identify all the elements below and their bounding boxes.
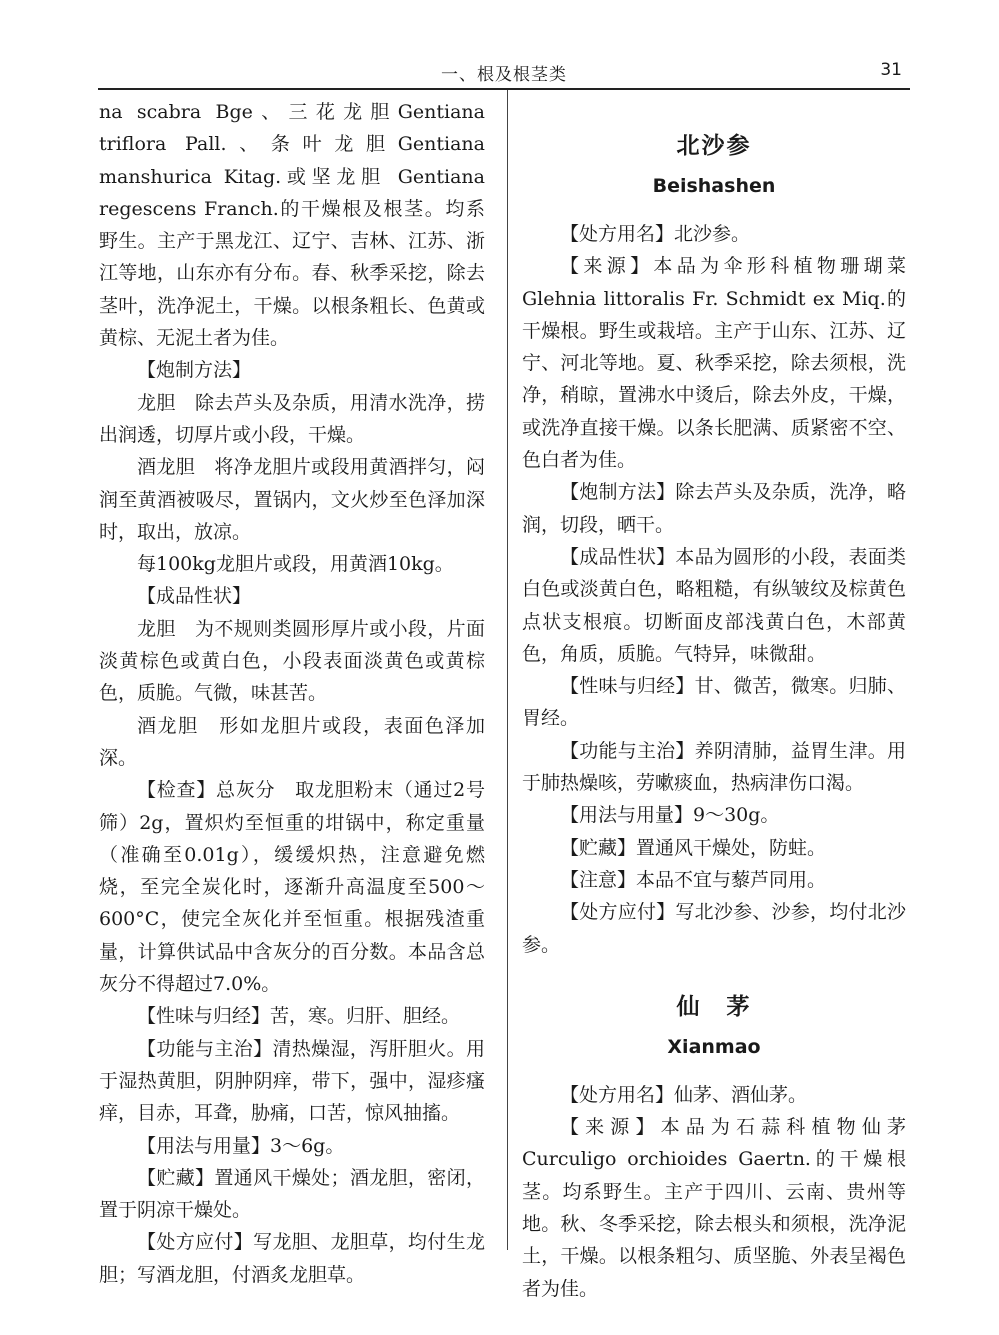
xianmao-source: 【来源】本品为石蒜科植物仙茅Curculigo orchioides Gaertn.的干燥根茎。均系野生。主产于四川、云南、贵州等地。秋、冬季采挖，除去根头和须根，洗净泥土，干燥。以根条粗匀、质坚脆、外表呈褐色者为佳。 — [522, 1116, 906, 1300]
processing-longdan: 龙胆 除去芦头及杂质，用清水洗净，捞出润透，切厚片或小段，干燥。 — [99, 391, 485, 446]
entry-pinyin-beishashen: Beishashen — [652, 175, 776, 197]
beishashen-prescription-name: 【处方用名】北沙参。 — [560, 223, 751, 245]
processing-ratio: 每100kg龙胆片或段，用黄酒10kg。 — [137, 553, 454, 576]
inspection-ash: 【检查】总灰分 取龙胆粉末（通过2号筛）2g，置炽灼至恒重的坩锅中，称定重量（准确至0.01g），缓缓炽热，注意避免燃烧，至完全炭化时，逐渐升高温度至500～600°C，使完全灰化并至恒重。根据残渣重量，计算供试品中含灰分的百分数。本品含总灰分不得超过7.0%。 — [99, 779, 485, 996]
entry-pinyin-xianmao: Xianmao — [667, 1035, 761, 1058]
storage: 【贮藏】置通风干燥处；酒龙胆，密闭，置于阴凉干燥处。 — [99, 1166, 485, 1222]
beishashen-dosage: 【用法与用量】9～30g。 — [560, 804, 780, 827]
beishashen-processing: 【炮制方法】除去芦头及杂质，洗净，略润，切段，晒干。 — [522, 481, 906, 536]
processing-jiulongdan: 酒龙胆 将净龙胆片或段用黄酒拌匀，闷润至黄酒被吸尽，置锅内，文火炒至色泽加深时，取出，放凉。 — [99, 456, 485, 543]
properties-jiulongdan: 酒龙胆 形如龙胆片或段，表面色泽加深。 — [99, 714, 485, 769]
beishashen-storage: 【贮藏】置通风干燥处，防蛀。 — [560, 836, 827, 859]
left-column — [99, 96, 485, 1291]
beishashen-source: 【来源】本品为伞形科植物珊瑚菜Glehnia littoralis Fr. Schmidt ex Miq.的干燥根。野生或栽培。主产于山东、江苏、辽宁、河北等地。夏、秋季采挖，除去须根，洗净，稍晾，置沸水中烫后，除去外皮，干燥，或洗净直接干燥。以条长肥满、质紧密不空、色白者为佳。 — [522, 255, 906, 472]
function-indication: 【功能与主治】清热燥湿，泻肝胆火。用于湿热黄胆，阴肿阴痒，带下，强中，湿疹瘙痒，目赤，耳聋，胁痛，口苦，惊风抽搐。 — [99, 1037, 485, 1125]
longdan-source-continued: na scabra Bge、三花龙胆Gentiana triflora Pall.、条叶龙胆Gentiana manshurica Kitag.或坚龙胆 Gentiana regescens Franch.的干燥根及根茎。均系野生。主产于黑龙江、辽宁、吉林、江苏、浙江等地，山东亦有分布。春、秋季采挖，除去茎叶，洗净泥土，干燥。以根条粗长、色黄或黄棕、无泥土者为佳。 — [99, 101, 485, 350]
column-divider — [507, 90, 508, 1250]
beishashen-properties: 【成品性状】本品为圆形的小段，表面类白色或淡黄白色，略粗糙，有纵皱纹及棕黄色点状支根痕。切断面皮部浅黄白色，木部黄色，角质，质脆。气特异，味微甜。 — [522, 545, 906, 665]
prescription-dispensing: 【处方应付】写龙胆、龙胆草，均付生龙胆；写酒龙胆，付酒炙龙胆草。 — [99, 1231, 485, 1286]
chapter-title: 一、根及根茎类 — [441, 65, 567, 85]
properties-longdan: 龙胆 为不规则类圆形厚片或小段，片面淡黄棕色或黄白色，小段表面淡黄色或黄棕色，质脆。气微，味甚苦。 — [99, 617, 485, 705]
beishashen-function: 【功能与主治】养阴清肺，益胃生津。用于肺热燥咳，劳嗽痰血，热病津伤口渴。 — [522, 739, 906, 795]
section-heading-processing: 【炮制方法】 — [137, 359, 252, 382]
beishashen-caution: 【注意】本品不宜与藜芦同用。 — [560, 868, 827, 891]
usage-dosage: 【用法与用量】3～6g。 — [137, 1134, 345, 1157]
entry-title-beishashen: 北沙参 — [676, 133, 752, 159]
section-heading-properties: 【成品性状】 — [137, 585, 252, 608]
beishashen-nature-meridian: 【性味与归经】甘、微苦，微寒。归肺、胃经。 — [522, 675, 906, 730]
right-column — [522, 96, 906, 1305]
page-number: 31 — [880, 60, 902, 80]
running-header — [98, 58, 910, 88]
beishashen-dispensing: 【处方应付】写北沙参、沙参，均付北沙参。 — [522, 901, 906, 956]
xianmao-prescription-name: 【处方用名】仙茅、酒仙茅。 — [560, 1083, 808, 1106]
entry-title-xianmao: 仙 茅 — [676, 993, 752, 1020]
header-rule — [98, 88, 910, 90]
nature-meridian: 【性味与归经】苦，寒。归肝、胆经。 — [137, 1005, 461, 1028]
